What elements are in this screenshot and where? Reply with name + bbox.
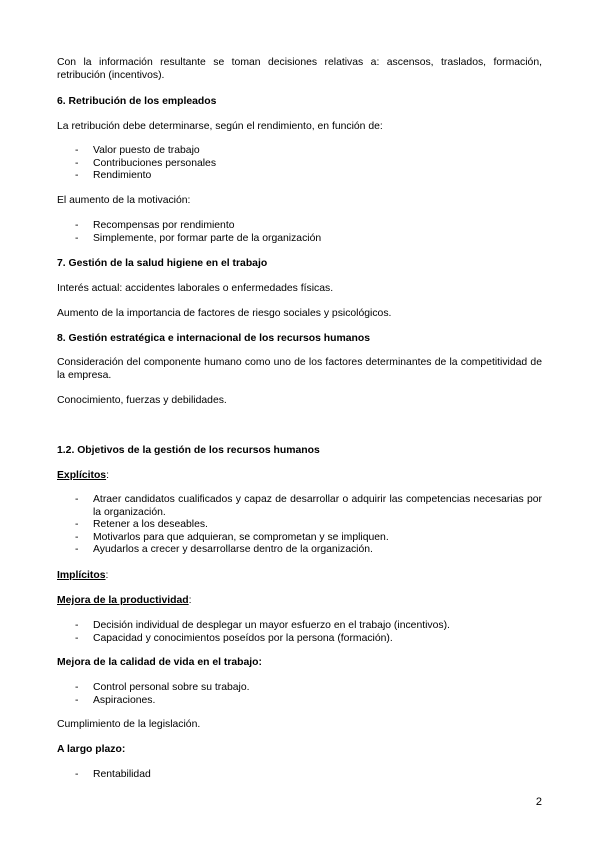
list-item: - Contribuciones personales — [75, 157, 217, 169]
dash-mark: - — [75, 544, 79, 556]
largo-plazo-list — [57, 769, 542, 782]
dash-mark: - — [75, 531, 79, 543]
estrategica-paragraph: Consideración del componente humano como uno de los factores determinantes de la competitividad de la empresa. — [57, 357, 542, 381]
dash-mark: - — [75, 494, 79, 505]
list-item: - Atraer candidatos cualificados y capaz de desarrollar o adquirir las competencias necesarias por la organización. — [75, 494, 542, 518]
list-item: - Decisión individual de desplegar un mayor esfuerzo en el trabajo (incentivos). — [75, 620, 450, 631]
list-item: - Aspiraciones. — [75, 694, 156, 706]
dash-mark: - — [75, 220, 79, 231]
document-page — [57, 0, 542, 848]
page-number: 2 — [535, 796, 542, 808]
calidad-heading: Mejora de la calidad de vida en el trabajo: — [57, 657, 262, 668]
list-item: - Valor puesto de trabajo — [75, 145, 200, 156]
heading-section-6: 6. Retribución de los empleados — [57, 96, 217, 107]
dash-mark: - — [75, 519, 79, 531]
salud-paragraph-1: Interés actual: accidentes laborales o enfermedades físicas. — [57, 283, 334, 294]
dash-mark: - — [75, 632, 79, 644]
heading-section-8: 8. Gestión estratégica e internacional de los recursos humanos — [57, 333, 370, 344]
largo-plazo-heading: A largo plazo: — [57, 744, 126, 755]
list-item: - Ayudarlos a crecer y desarrollarse dentro de la organización. — [75, 544, 373, 556]
dash-mark: - — [75, 620, 79, 631]
dash-mark: - — [75, 157, 79, 169]
dash-mark: - — [75, 694, 79, 706]
heading-section-7: 7. Gestión de la salud higiene en el trabajo — [57, 258, 268, 269]
implicitos-heading: Implícitos: — [57, 570, 109, 581]
legislacion-paragraph: Cumplimiento de la legislación. — [57, 719, 201, 730]
list-item: - Retener a los deseables. — [75, 519, 208, 531]
intro-paragraph: Con la información resultante se toman decisiones relativas a: ascensos, traslados, formación, retribución (incentivos). — [57, 57, 542, 81]
salud-paragraph-2: Aumento de la importancia de factores de riesgo sociales y psicológicos. — [57, 308, 392, 319]
list-item: - Motivarlos para que adquieran, se comprometan y se impliquen. — [75, 531, 389, 543]
retribucion-paragraph: La retribución debe determinarse, según el rendimiento, en función de: — [57, 121, 383, 132]
explicitos-heading: Explícitos: — [57, 470, 109, 481]
explicitos-list — [57, 494, 542, 557]
motivacion-list — [57, 220, 542, 245]
dash-mark: - — [75, 769, 79, 780]
list-item: - Recompensas por rendimiento — [75, 220, 235, 231]
dash-mark: - — [75, 145, 79, 156]
fuerzas-paragraph: Conocimiento, fuerzas y debilidades. — [57, 395, 227, 406]
dash-mark: - — [75, 232, 79, 244]
list-item: - Rendimiento — [75, 170, 152, 182]
list-item: - Control personal sobre su trabajo. — [75, 682, 250, 693]
dash-mark: - — [75, 682, 79, 693]
heading-1-2: 1.2. Objetivos de la gestión de los recursos humanos — [57, 445, 320, 456]
calidad-list — [57, 682, 542, 707]
productividad-list — [57, 620, 542, 645]
list-item: - Simplemente, por formar parte de la organización — [75, 232, 322, 244]
retribucion-list — [57, 145, 542, 183]
dash-mark: - — [75, 170, 79, 182]
list-item: - Rentabilidad — [75, 769, 151, 780]
motivacion-paragraph: El aumento de la motivación: — [57, 195, 191, 206]
productividad-heading: Mejora de la productividad: — [57, 595, 192, 606]
list-item: - Capacidad y conocimientos poseídos por la persona (formación). — [75, 632, 393, 644]
